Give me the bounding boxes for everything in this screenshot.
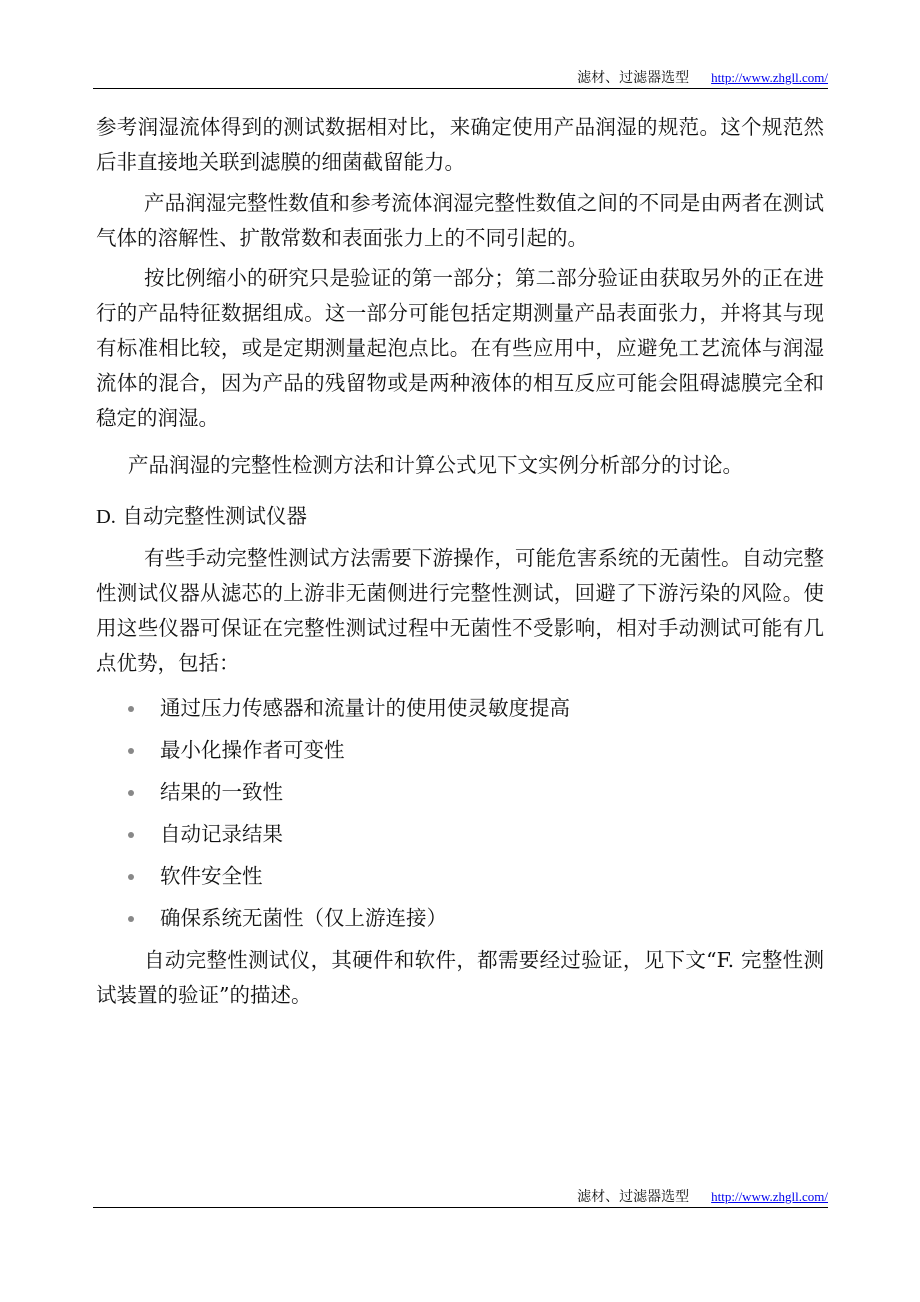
- paragraph-2: 产品润湿完整性数值和参考流体润湿完整性数值之间的不同是由两者在测试气体的溶解性、扩散常数和表面张力上的不同引起的。: [96, 191, 824, 250]
- list-item: 软件安全性: [124, 855, 824, 897]
- advantages-list: [96, 687, 824, 939]
- footer-rule: [93, 1207, 828, 1208]
- bullet-dot-icon: [128, 748, 134, 754]
- paragraph-3: 按比例缩小的研究只是验证的第一部分；第二部分验证由获取另外的正在进行的产品特征数据组成。这一部分可能包括定期测量产品表面张力，并将其与现有标准相比较，或是定期测量起泡点比。在有些应用中，应避免工艺流体与润湿流体的混合，因为产品的残留物或是两种液体的相互反应可能会阻碍滤膜完全和稳定的润湿。: [96, 266, 824, 430]
- footer-url-link[interactable]: http://www.zhgll.com/: [711, 1189, 828, 1204]
- page-footer: [93, 1186, 828, 1208]
- bullet-dot-icon: [128, 832, 134, 838]
- list-item: 通过压力传感器和流量计的使用使灵敏度提高: [124, 687, 824, 729]
- header-url-link[interactable]: http://www.zhgll.com/: [711, 70, 828, 85]
- bullet-dot-icon: [128, 874, 134, 880]
- section-heading: [96, 499, 824, 535]
- bullet-dot-icon: [128, 916, 134, 922]
- list-item: 最小化操作者可变性: [124, 729, 824, 771]
- list-item: 结果的一致性: [124, 771, 824, 813]
- section-letter: D.: [96, 506, 116, 528]
- list-item: 确保系统无菌性（仅上游连接）: [124, 897, 824, 939]
- list-item: 自动记录结果: [124, 813, 824, 855]
- paragraph-5: 有些手动完整性测试方法需要下游操作，可能危害系统的无菌性。自动完整性测试仪器从滤芯的上游非无菌侧进行完整性测试，回避了下游污染的风险。使用这些仪器可保证在完整性测试过程中无菌性不受影响，相对手动测试可能有几点优势，包括：: [96, 546, 824, 675]
- bullet-dot-icon: [128, 790, 134, 796]
- page-header: [93, 67, 828, 89]
- paragraph-1: 参考润湿流体得到的测试数据相对比，来确定使用产品润湿的规范。这个规范然后非直接地关联到滤膜的细菌截留能力。: [96, 115, 824, 174]
- footer-site-name: 滤材、过滤器选型: [577, 1189, 690, 1205]
- bullet-dot-icon: [128, 706, 134, 712]
- header-rule: [93, 88, 828, 89]
- section-title: 自动完整性测试仪器: [122, 504, 307, 528]
- document-body: [96, 110, 824, 1013]
- header-site-name: 滤材、过滤器选型: [577, 70, 690, 86]
- paragraph-4: 产品润湿的完整性检测方法和计算公式见下文实例分析部分的讨论。: [128, 453, 743, 477]
- paragraph-6: 自动完整性测试仪，其硬件和软件，都需要经过验证，见下文“F. 完整性测试装置的验证”的描述。: [96, 948, 824, 1007]
